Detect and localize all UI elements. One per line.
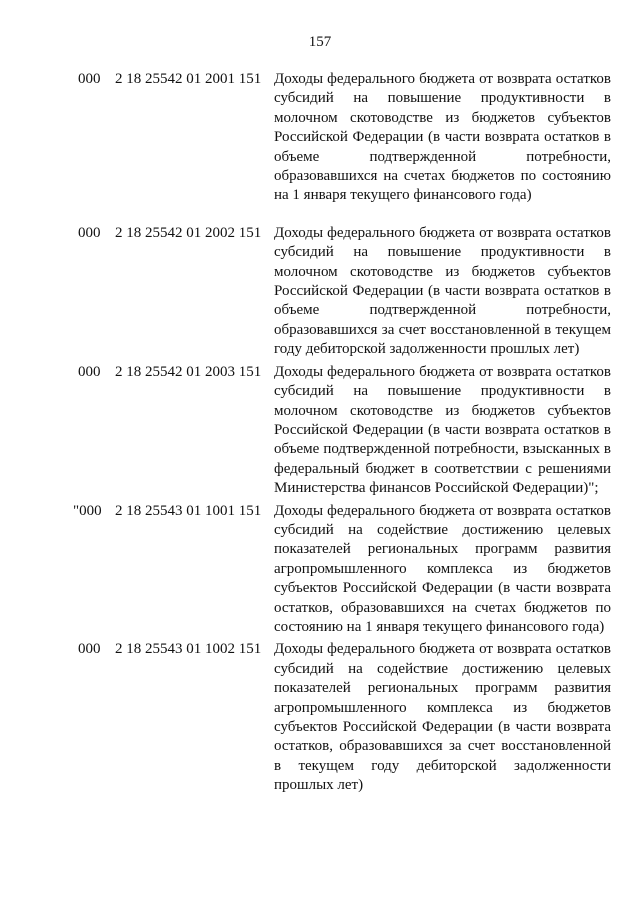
list-item	[0, 363, 640, 499]
admin-code: 000	[78, 641, 101, 658]
list-item	[0, 224, 640, 360]
budget-classification-code: 2 18 25543 01 1001 151	[115, 502, 262, 519]
budget-classification-code: 2 18 25542 01 2001 151	[115, 71, 262, 87]
budget-classification-code: 2 18 25543 01 1002 151	[115, 641, 262, 658]
budget-classification-code: 2 18 25542 01 2003 151	[115, 363, 262, 380]
admin-code: 000	[78, 363, 101, 380]
entry-description: Доходы федерального бюджета от возврата остатков субсидий на повышение продуктивности в молочном скотоводстве из бюджетов субъектов Российской Федерации (в части возврата остатков в объеме подтвержденной потребности, образовавшихся за счет восстановленной в текущем году дебиторской задолженности прошлых лет)	[274, 224, 611, 358]
entry-description: Доходы федерального бюджета от возврата остатков субсидий на содействие достижению целевых показателей региональных программ развития агропромышленного комплекса из бюджетов субъектов Российской Федерации (в части возврата остатков, образовавшихся за счет восстановленной в текущем году дебиторской задолженности прошлых лет)	[274, 641, 611, 794]
entry-description: Доходы федерального бюджета от возврата остатков субсидий на содействие достижению целевых показателей региональных программ развития агропромышленного комплекса из бюджетов субъектов Российской Федерации (в части возврата остатков, образовавшихся на счетах бюджетов по состоянию на 1 января текущего финансового года)	[274, 502, 611, 635]
page-number: 157	[308, 34, 332, 50]
list-item	[0, 502, 640, 638]
entries-list	[0, 70, 640, 796]
list-item	[0, 640, 640, 795]
budget-classification-code: 2 18 25542 01 2002 151	[115, 224, 262, 241]
list-item	[0, 70, 640, 206]
admin-code: 000	[78, 224, 101, 241]
entry-description: Доходы федерального бюджета от возврата остатков субсидий на повышение продуктивности в молочном скотоводстве из бюджетов субъектов Российской Федерации (в части возврата остатков в объеме подтвержденной потребности, взысканных в федеральный бюджет в соответствии с решениями Министерства финансов Российской Федерации)";	[274, 363, 611, 497]
admin-code: "000	[73, 502, 102, 519]
admin-code: 000	[78, 71, 101, 87]
entry-description: Доходы федерального бюджета от возврата остатков субсидий на повышение продуктивности в молочном скотоводстве из бюджетов субъектов Российской Федерации (в части возврата остатков в объеме подтвержденной потребности, образовавшихся на счетах бюджетов по состоянию на 1 января текущего финансового года)	[274, 71, 611, 204]
